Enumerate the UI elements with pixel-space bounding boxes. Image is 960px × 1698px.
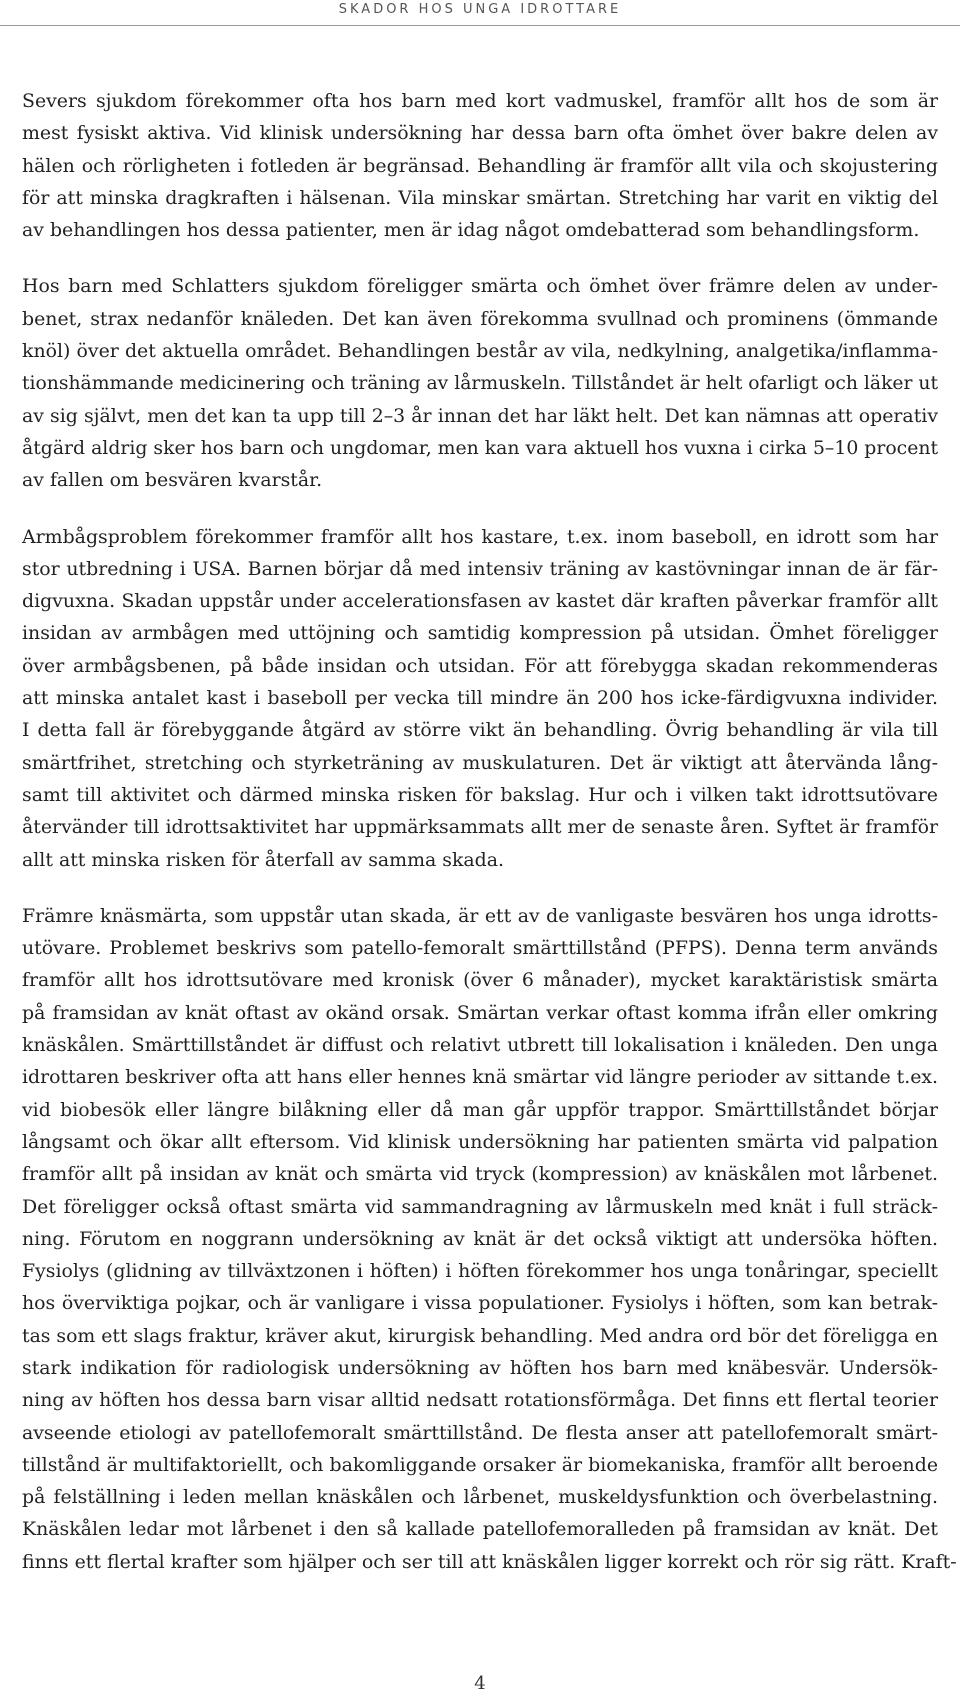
- text-line: stor utbredning i USA. Barnen börjar då med intensiv träning av kastövningar innan de är fär-: [22, 557, 938, 580]
- running-head: SKADOR HOS UNGA IDROTTARE: [338, 2, 622, 17]
- text-line: Fysiolys (glidning av tillväxtzonen i höften) i höften förekommer hos unga tonåringar, speciellt: [22, 1260, 938, 1283]
- text-line: Det föreligger också oftast smärta vid sammandragning av lårmuskeln med knät i full sträck-: [22, 1195, 938, 1218]
- text-line: långsamt och ökar allt eftersom. Vid klinisk undersökning har patienten smärta vid palpation: [22, 1130, 938, 1153]
- header-rule: [0, 25, 960, 26]
- text-line: av behandlingen hos dessa patienter, men är idag något omdebatterad som behandlingsform.: [22, 219, 920, 242]
- paragraph: [22, 521, 938, 876]
- text-line: finns ett flertal krafter som hjälper och ser till att knäskålen ligger korrekt och rör sig rätt. Kraft-: [22, 1550, 957, 1573]
- text-line: smärtfrihet, stretching och styrketräning av muskulaturen. Det är viktigt att återvända lång-: [22, 751, 938, 774]
- text-line: utövare. Problemet beskrivs som patello-femoralt smärttillstånd (PFPS). Denna term används: [22, 937, 939, 960]
- text-line: avseende etiologi av patellofemoralt smärttillstånd. De flesta anser att patellofemoralt smärt-: [22, 1421, 938, 1444]
- text-line: knäskålen. Smärttillståndet är diffust och relativt utbrett till lokalisation i knäleden. Den unga: [22, 1034, 938, 1057]
- text-line: ning. Förutom en noggrann undersökning av knät är det också viktigt att undersöka höften.: [22, 1227, 938, 1250]
- text-line: tionshämmande medicinering och träning av lårmuskeln. Tillståndet är helt ofarligt och läker ut: [22, 372, 939, 395]
- text-line: Armbågsproblem förekommer framför allt hos kastare, t.ex. inom baseboll, en idrott som har: [22, 525, 938, 548]
- body-text: [22, 85, 957, 1602]
- text-line: för att minska dragkraften i hälsenan. Vila minskar smärtan. Stretching har varit en viktig del: [22, 186, 938, 209]
- page-number: 4: [474, 1673, 486, 1694]
- text-line: Främre knäsmärta, som uppstår utan skada, är ett av de vanligaste besvären hos unga idrotts-: [22, 904, 938, 927]
- text-line: samt till aktivitet och därmed minska risken för bakslag. Hur och i vilken takt idrottsutövare: [22, 783, 938, 806]
- text-line: hälen och rörligheten i fotleden är begränsad. Behandling är framför allt vila och skojustering: [22, 154, 938, 177]
- text-line: framför allt hos idrottsutövare med kronisk (över 6 månader), mycket karaktäristisk smärta: [22, 969, 938, 992]
- text-line: hos överviktiga pojkar, och är vanligare i vissa populationer. Fysiolys i höften, som kan betrak-: [22, 1292, 938, 1315]
- text-line: stark indikation för radiologisk undersökning av höften hos barn med knäbesvär. Undersök-: [22, 1356, 938, 1379]
- text-line: Knäskålen ledar mot lårbenet i den så kallade patellofemoralleden på framsidan av knät. Det: [22, 1518, 938, 1541]
- text-line: idrottaren beskriver ofta att hans eller hennes knä smärtar vid längre perioder av sittande t.ex.: [22, 1066, 939, 1089]
- text-line: tas som ett slags fraktur, kräver akut, kirurgisk behandling. Med andra ord bör det föreligga en: [22, 1324, 939, 1347]
- text-line: I detta fall är förebyggande åtgärd av större vikt än behandling. Övrig behandling är vila till: [22, 719, 938, 742]
- text-line: Hos barn med Schlatters sjukdom föreligger smärta och ömhet över främre delen av under-: [22, 275, 938, 298]
- text-line: återvänder till idrottsaktivitet har uppmärksammats allt mer de senaste åren. Syftet är framför: [22, 816, 938, 839]
- text-line: av fallen om besvären kvarstår.: [22, 469, 323, 492]
- text-line: insidan av armbågen med uttöjning och samtidig kompression på utsidan. Ömhet föreligger: [22, 622, 938, 645]
- text-line: framför allt på insidan av knät och smärta vid tryck (kompression) av knäskålen mot lårbenet.: [22, 1163, 939, 1186]
- text-line: på felställning i leden mellan knäskålen och lårbenet, muskeldysfunktion och överbelastning.: [22, 1486, 938, 1509]
- text-line: knöl) över det aktuella området. Behandlingen består av vila, nedkylning, analgetika/inflamma-: [22, 340, 938, 363]
- text-line: tillstånd är multifaktoriellt, och bakomliggande orsaker är biomekaniska, framför allt beroende: [22, 1453, 938, 1476]
- text-line: på framsidan av knät oftast av okänd orsak. Smärtan verkar oftast komma ifrån eller omkring: [22, 1001, 938, 1024]
- text-line: benet, strax nedanför knäleden. Det kan även förekomma svullnad och prominens (ömmande: [22, 307, 938, 330]
- text-line: av sig självt, men det kan ta upp till 2–3 år innan det har läkt helt. Det kan nämnas att operativ: [22, 404, 938, 427]
- text-line: ning av höften hos dessa barn visar alltid nedsatt rotationsförmåga. Det finns ett flertal teorier: [22, 1389, 938, 1412]
- text-line: att minska antalet kast i baseboll per vecka till mindre än 200 hos icke-färdigvuxna individer.: [22, 687, 938, 710]
- paragraph: [22, 270, 938, 496]
- text-line: över armbågsbenen, på både insidan och utsidan. För att förebygga skadan rekommenderas: [22, 654, 938, 677]
- text-line: mest fysiskt aktiva. Vid klinisk undersökning har dessa barn ofta ömhet över bakre delen av: [22, 122, 938, 145]
- text-line: åtgärd aldrig sker hos barn och ungdomar, men kan vara aktuell hos vuxna i cirka 5–10 procent: [22, 436, 939, 459]
- text-line: digvuxna. Skadan uppstår under accelerationsfasen av kastet där kraften påverkar framför allt: [22, 590, 938, 613]
- text-line: vid biobesök eller längre bilåkning eller då man går uppför trappor. Smärttillståndet börjar: [22, 1098, 938, 1121]
- text-line: Severs sjukdom förekommer ofta hos barn med kort vadmuskel, framför allt hos de som är: [22, 90, 938, 112]
- paragraph: [22, 900, 957, 1578]
- paragraph: [22, 85, 938, 246]
- text-line: allt att minska risken för återfall av samma skada.: [22, 848, 505, 871]
